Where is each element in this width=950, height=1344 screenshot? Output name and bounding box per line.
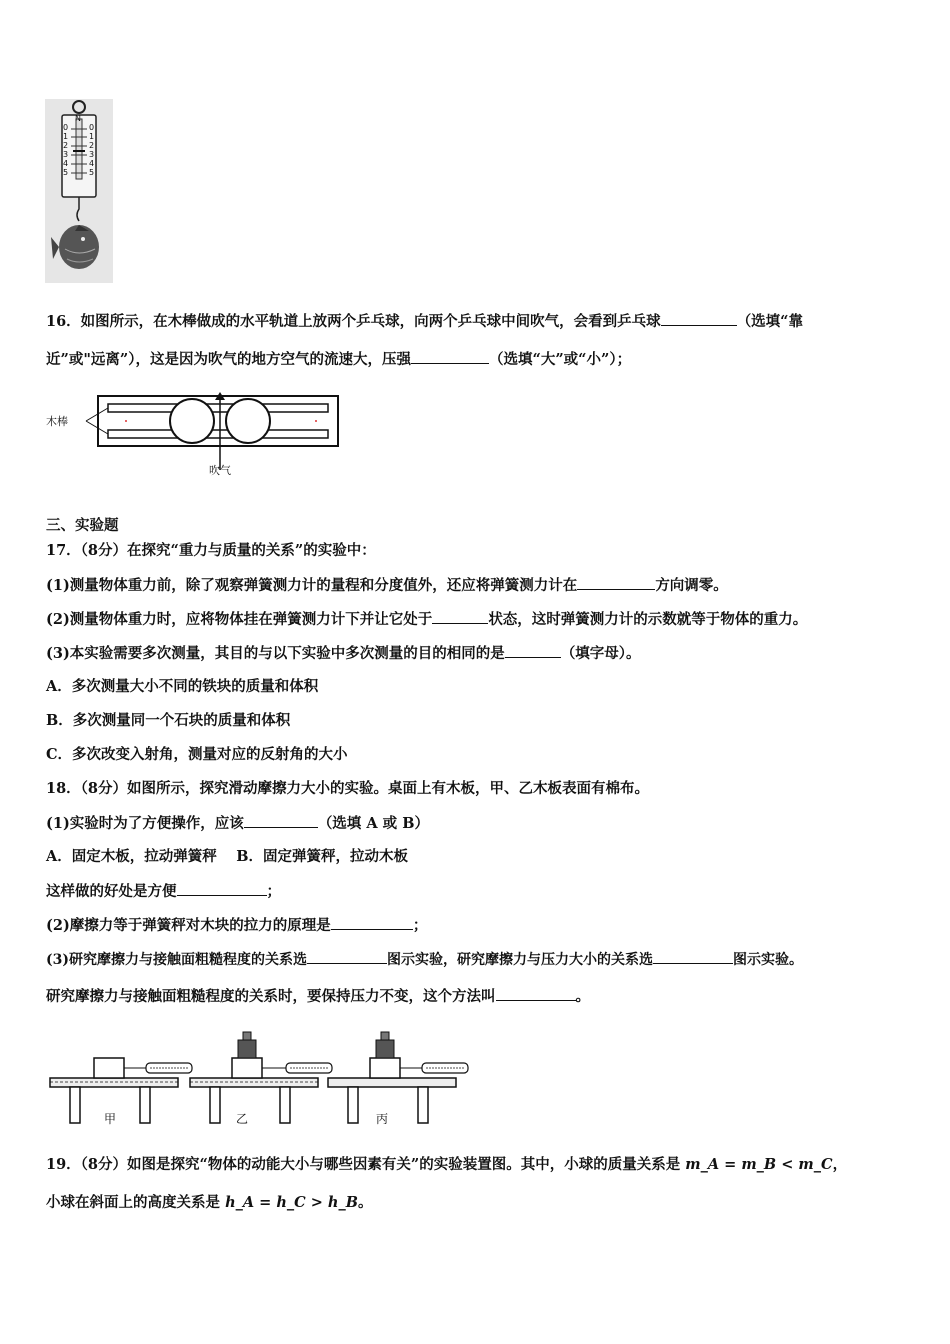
q17-text: (1)测量物体重力前，除了观察弹簧测力计的量程和分度值外，还应将弹簧测力计在 [46,577,578,594]
label-blow: 吹气 [209,464,231,477]
friction-experiment-figure [46,1024,476,1130]
q17-text: (3)本实验需要多次测量，其目的与以下实验中多次测量的目的相同的是 [46,645,505,662]
q18-p4 [46,986,590,1007]
q18-text: (3)研究摩擦力与接触面粗糙程度的关系选 [46,952,307,968]
tick-label: 4 [63,159,69,168]
q19-text: 。 [357,1194,373,1211]
q17-p1 [46,575,728,596]
q18-p3 [46,949,803,970]
q18-text: 这样做的好处是方便 [46,883,177,900]
pingpong-track-figure [46,390,346,480]
q16-line1 [46,311,803,332]
q19-mass-relation: m_A = m_B < m_C [685,1156,833,1173]
q18-text: （选填 A 或 B） [317,815,429,832]
scale-top-letter: N [75,114,81,123]
q17-option-a: A．多次测量大小不同的铁块的质量和体积 [46,678,319,695]
q17-text: （填字母）。 [560,645,641,662]
spring-scale-figure [45,99,113,283]
q18-text: ； [412,917,428,934]
q19-line2 [46,1193,372,1213]
q18-blank-4[interactable] [307,949,387,964]
table-bing [328,1032,468,1123]
q19-text: 19．（8分）如图是探究“物体的动能大小与哪些因素有关”的实验装置图。其中，小球的质量关系是 [46,1156,686,1173]
tick-label: 1 [89,132,95,141]
figure-label-bing: 丙 [376,1112,389,1126]
table-yi [190,1032,332,1123]
q17-blank-1[interactable] [577,575,655,590]
pingpong-track-illustration [46,390,346,480]
q18-text: (2)摩擦力等于弹簧秤对木块的拉力的原理是 [46,917,331,934]
section-title: 三、实验题 [46,517,119,534]
q18-p2 [46,915,427,936]
q18-benefit [46,881,281,902]
q17-p3 [46,643,641,664]
q17-text: 状态，这时弹簧测力计的示数就等于物体的重力。 [488,611,808,628]
tick-label: 3 [89,150,95,159]
q18-text: ； [266,883,281,900]
q17-option-b: B．多次测量同一个石块的质量和体积 [46,712,291,729]
q19-text: ， [832,1156,848,1173]
scale-ticks-right [89,123,94,177]
q17-text: (2)测量物体重力时，应将物体挂在弹簧测力计下并让它处于 [46,611,433,628]
q18-text: 图示实验。 [733,952,803,968]
q16-text: 近”或"远离”），这是因为吹气的地方空气的流速大，压强 [46,351,411,368]
q17-text: 方向调零。 [655,577,728,594]
q18-blank-1[interactable] [244,813,318,828]
q17-blank-2[interactable] [432,609,488,624]
tick-label: 5 [89,168,95,177]
tick-label: 1 [63,132,69,141]
table-jia [50,1058,192,1123]
figure-label-yi: 乙 [236,1112,249,1126]
q16-line2 [46,349,631,370]
q18-text: 。 [575,988,590,1005]
q18-text: 图示实验，研究摩擦力与压力大小的关系选 [387,952,653,968]
q16-text: 16．如图所示，在木棒做成的水平轨道上放两个乒乓球，向两个乒乓球中间吹气，会看到乒乓球 [46,313,661,330]
q18-blank-6[interactable] [496,986,576,1001]
q18-blank-3[interactable] [331,915,413,930]
q18-text: 研究摩擦力与接触面粗糙程度的关系时，要保持压力不变，这个方法叫 [46,988,496,1005]
tick-label: 5 [63,168,69,177]
q17-p2 [46,609,807,630]
q18-options: A．固定木板，拉动弹簧秤 B．固定弹簧秤，拉动木板 [46,848,409,865]
q19-height-relation: h_A = h_C > h_B [225,1194,358,1211]
spring-scale-illustration [45,99,113,283]
q17-blank-3[interactable] [505,643,561,658]
q18-blank-2[interactable] [177,881,267,896]
tick-label: 2 [63,141,69,150]
q17-option-c: C．多次改变入射角，测量对应的反射角的大小 [46,746,348,763]
tick-label: 0 [63,123,69,132]
q17-stem: 17．（8分）在探究“重力与质量的关系”的实验中： [46,542,376,559]
q16-text: （选填“靠 [736,313,804,330]
q19-line1 [46,1155,847,1175]
tick-label: 4 [89,159,95,168]
q16-text: （选填“大”或“小”）； [488,351,632,368]
q18-text: (1)实验时为了方便操作，应该 [46,815,244,832]
q16-blank-2[interactable] [411,349,489,364]
tick-label: 2 [89,141,95,150]
label-wooden-stick: 木棒 [46,415,68,428]
tick-label: 3 [63,150,69,159]
tick-label: 0 [89,123,95,132]
q18-blank-5[interactable] [653,949,733,964]
q16-blank-1[interactable] [661,311,737,326]
q18-p1 [46,813,429,834]
scale-ticks-left [63,123,68,177]
q19-text: 小球在斜面上的高度关系是 [46,1194,226,1211]
q18-stem: 18．（8分）如图所示，探究滑动摩擦力大小的实验。桌面上有木板，甲、乙木板表面有棉布。 [46,780,650,797]
figure-label-jia: 甲 [104,1112,117,1126]
